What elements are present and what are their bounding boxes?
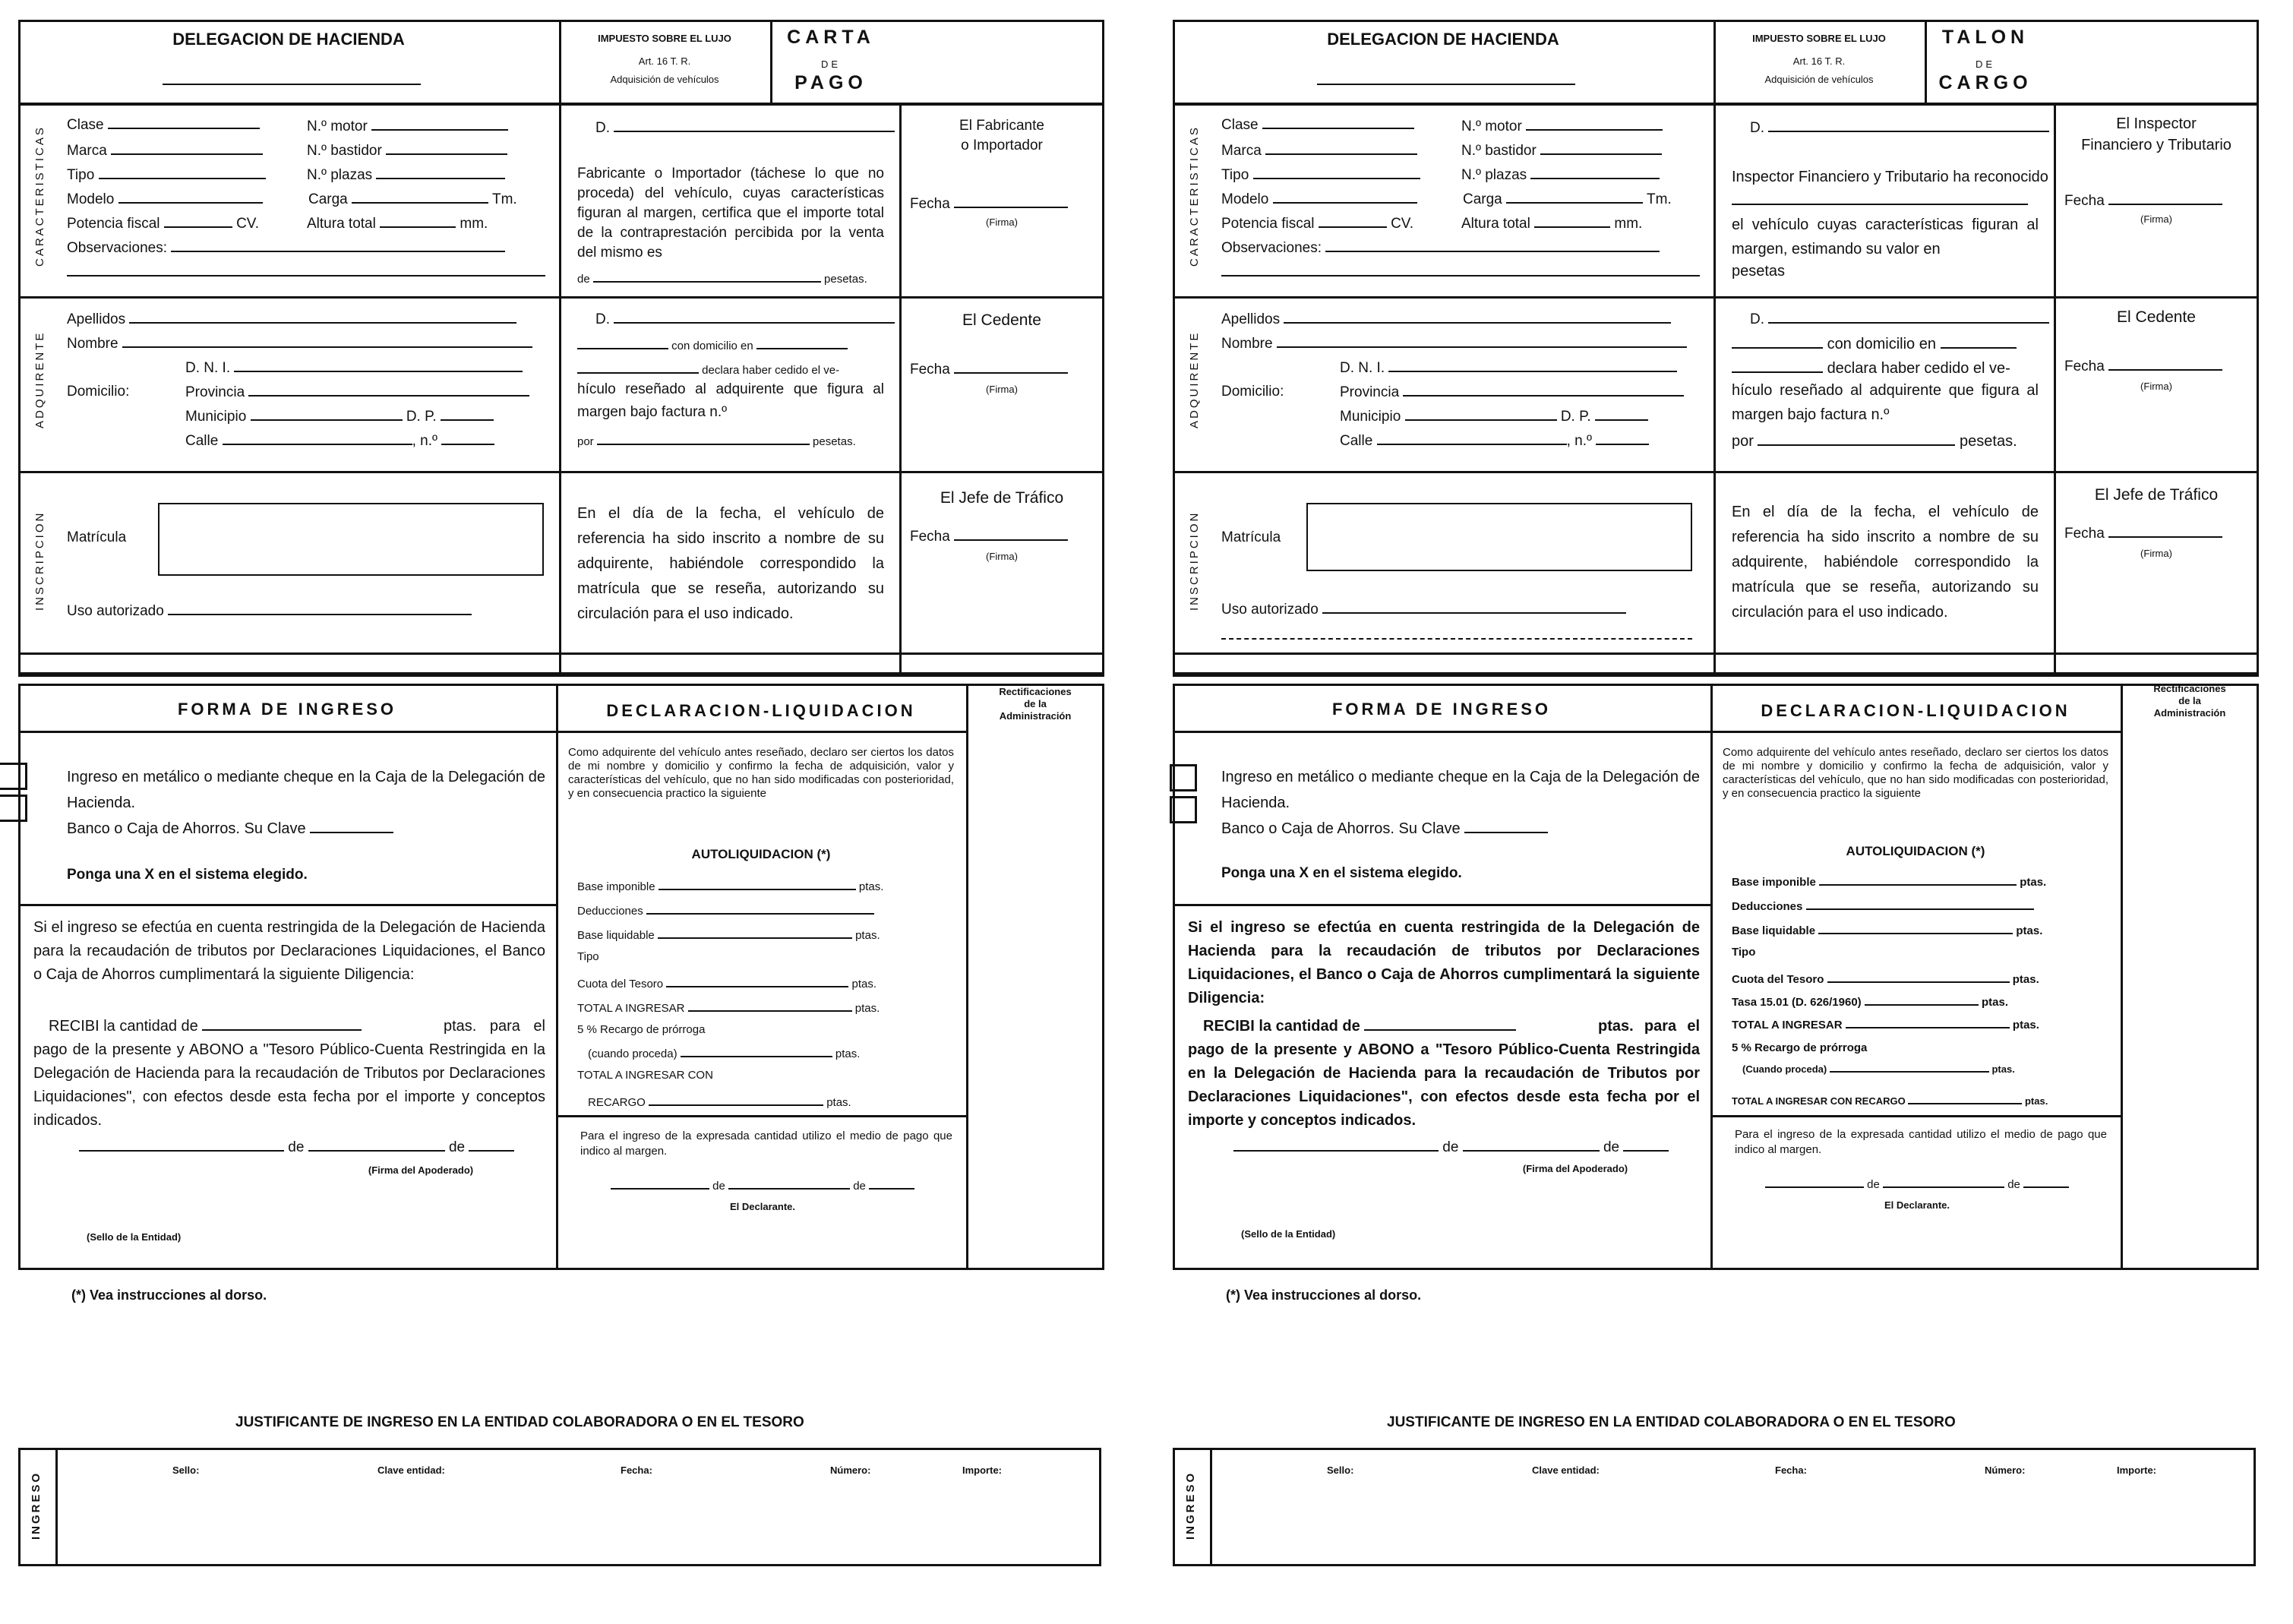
office-title: DELEGACION DE HACIENDA — [172, 30, 405, 49]
fabricante-text: Fabricante o Importador (táchese lo que no proceda) del vehículo, cuyas características figuran al margen, certifica que el importe total de la contraprestación percibida por la venta del mismo es — [577, 166, 884, 261]
mes-field[interactable] — [1463, 1139, 1600, 1152]
bastidor-field[interactable] — [1540, 143, 1662, 155]
reconocido-field[interactable] — [1732, 193, 2028, 205]
office-line — [163, 84, 421, 85]
tax-title: IMPUESTO SOBRE EL LUJO — [598, 33, 731, 44]
footnote: (*) Vea instrucciones al dorso. — [71, 1288, 267, 1303]
base-liquidable-field[interactable] — [1818, 922, 2013, 934]
recargo-field[interactable] — [1830, 1060, 1989, 1073]
declaracion-title: DECLARACION-LIQUIDACION — [606, 701, 916, 720]
inspector-name-field[interactable] — [1768, 120, 2049, 132]
cedente-line-field[interactable] — [1732, 361, 1823, 373]
precio-field[interactable] — [1758, 434, 1955, 446]
fecha-cedente-field[interactable] — [954, 362, 1068, 374]
justificante-box-left: INGRESO Sello: Clave entidad: Fecha: Número: Importe: — [18, 1448, 1101, 1566]
numero-field[interactable] — [441, 433, 494, 445]
base-imponible-field[interactable] — [1819, 874, 2017, 886]
municipio-field[interactable] — [251, 409, 403, 421]
apellidos-field[interactable] — [129, 311, 516, 324]
lugar-field[interactable] — [1233, 1139, 1439, 1152]
potencia-field[interactable] — [1319, 216, 1387, 228]
provincia-field[interactable] — [248, 384, 529, 397]
metalico-checkbox[interactable] — [1170, 764, 1197, 791]
cedente-name-field[interactable] — [614, 311, 895, 324]
doc-title: CARTA — [787, 27, 875, 48]
nombre-field[interactable] — [122, 336, 532, 348]
bastidor-field[interactable] — [386, 143, 507, 155]
tipo-field[interactable] — [1253, 167, 1420, 179]
clave-field[interactable] — [1464, 821, 1548, 833]
decl-mes-field[interactable] — [1883, 1176, 2004, 1188]
registration-text: En el día de la fecha, el vehículo de referencia ha sido inscrito a nombre de su adquirente, habiéndole correspondido la matrícula que se reseña, autorizando su circulación para el uso indicado. — [577, 505, 884, 622]
dp-field[interactable] — [1595, 409, 1648, 421]
deducciones-field[interactable] — [1806, 898, 2034, 910]
banco-checkbox[interactable] — [0, 795, 27, 822]
observaciones-field[interactable] — [171, 240, 505, 252]
matricula-field[interactable] — [1306, 503, 1692, 571]
anio-field[interactable] — [469, 1139, 514, 1152]
data-table — [18, 103, 1104, 675]
municipio-field[interactable] — [1405, 409, 1557, 421]
talon-de-cargo-form: DELEGACION DE HACIENDA IMPUESTO SOBRE EL LUJO Art. 16 T. R. Adquisición de vehículos TALON DE CARGO CARACTERISTICAS ADQUIRENTE INSCRIPCION Clase N.º motor Marca N.º bastidor Tipo N.º plazas Modelo Carga Tm. Potencia fiscal CV. Altura total mm. Observaciones: D. Inspector Financiero y Tributario ha reconocido el vehículo cuyas características figuran al margen, estimando su valor en pesetas El Inspector Financiero y Tributario Fecha (Firma) Apellidos Nombre D. N. I. Domicilio: Provincia Municipio D. P. Calle , n.º D. con domicilio en declara haber cedido el ve- hículo reseñado al adquirente que figura al margen bajo factura n.º por pesetas. El Cedente Fecha (Firma) Matrícula Uso autorizado En el día de la fecha, el vehículo de referencia ha sido inscrito a nombre de su adquirente, habiéndole correspondido la matrícula que se reseña, autorizando su circulación para el uso indicado. El Jefe de Tráfico Fecha (Firma) FORMA DE INGRESO DECLARACION-LIQUIDACION Rectificaciones de la Administración Ingreso en metálico o mediante cheque en la Caja de la Delegación de Hacienda. Banco o Caja de Ahorros. Su Clave Ponga una X en el sistema elegido. Si el ingreso se efectúa en cuenta restringida de la Delegación de Hacienda para la recaudación de tributos por Declaraciones Liquidaciones, el Banco o Caja de Ahorros cumplimentará la siguiente Diligencia: RECIBI la cantidad de ptas. para el pago de la presente y ABONO a "Tesoro Público-Cuenta Restringida en la Delegación de Hacienda para la recaudación de Tributos por Declaraciones Liquidaciones", con efectos desde esta fecha por el importe y conceptos indicados. de de (Firma del Apoderado) (Sello de la Entidad) Como adquirente del vehículo antes reseñado, declaro ser ciertos los datos de mi nombre y domicilio y confirmo la fecha de adquisición, valor y características del vehículo, que no han sido modificadas con posterioridad, y en consecuencia practico la siguiente AUTOLIQUIDACION (*) Base imponible ptas. Deducciones Base liquidable ptas. Tipo Cuota del Tesoro ptas. Tasa 15.01 (D. 626/1960) ptas. TOTAL A INGRESAR ptas. 5 % Recargo de prórroga (Cuando proceda) ptas. TOTAL A INGRESAR CON RECARGO ptas. Para el ingreso de la expresada cantidad utilizo el medio de pago que indico al margen. de de El Declarante. (*) Vea instrucciones al dorso. — [1173, 20, 2274, 1273]
lugar-field[interactable] — [79, 1139, 284, 1152]
clave-field[interactable] — [310, 821, 393, 833]
importe-field[interactable] — [593, 270, 821, 283]
dp-field[interactable] — [441, 409, 494, 421]
cedente-line-field[interactable] — [577, 362, 699, 374]
decl-lugar-field[interactable] — [611, 1177, 709, 1190]
doc-title-right: TALON — [1941, 27, 2029, 48]
decl-anio-field[interactable] — [2023, 1176, 2069, 1188]
modelo-field[interactable] — [1273, 191, 1417, 204]
uso-autorizado-field[interactable] — [1322, 602, 1626, 614]
justificante-title-right: JUSTIFICANTE DE INGRESO EN LA ENTIDAD COLABORADORA O EN EL TESORO — [1387, 1414, 1956, 1430]
matricula-field[interactable] — [158, 503, 544, 576]
cuota-field[interactable] — [1827, 971, 2010, 983]
total-recargo-field[interactable] — [649, 1094, 823, 1106]
side-label-inscripcion: INSCRIPCION — [33, 510, 46, 611]
calle-field[interactable] — [1377, 433, 1567, 445]
side-label-adquirente: ADQUIRENTE — [33, 330, 46, 428]
altura-field[interactable] — [1534, 216, 1610, 228]
carga-field[interactable] — [1506, 191, 1643, 204]
cedente-name-field[interactable] — [1768, 311, 2049, 324]
marca-field[interactable] — [1265, 143, 1417, 155]
cedente-domicilio-field-2[interactable] — [1941, 336, 2017, 349]
observaciones-field[interactable] — [1325, 240, 1660, 252]
precio-field[interactable] — [597, 433, 810, 445]
total-ingresar-field[interactable] — [688, 1000, 852, 1012]
potencia-field[interactable] — [164, 216, 232, 228]
numero-field[interactable] — [1596, 433, 1649, 445]
plazas-field[interactable] — [1530, 167, 1660, 179]
marca-field[interactable] — [111, 143, 263, 155]
cedente-domicilio-field[interactable] — [1732, 336, 1823, 349]
calle-field[interactable] — [223, 433, 412, 445]
clase-field[interactable] — [108, 117, 260, 129]
motor-field[interactable] — [371, 118, 508, 131]
fecha-cedente-field[interactable] — [2108, 359, 2222, 371]
deducciones-field[interactable] — [646, 902, 874, 915]
total-ingresar-field[interactable] — [1846, 1016, 2010, 1028]
total-recargo-field[interactable] — [1908, 1092, 2022, 1104]
tasa-field[interactable] — [1865, 994, 1979, 1006]
fecha-fabricante-field[interactable] — [954, 196, 1068, 208]
nombre-field[interactable] — [1277, 336, 1687, 348]
carta-de-pago-form: DELEGACION DE HACIENDA IMPUESTO SOBRE EL LUJO Art. 16 T. R. Adquisición de vehículos CARTA DE PAGO CARACTERISTICAS ADQUIRENTE INSCRIPCION Clase N.º motor Marca N.º bastidor Tipo N.º plazas Modelo Carga Tm. Potencia fiscal CV. Altura total mm. Observaciones: D. Fabricante o Importador (táchese lo que no proceda) del vehículo, cuyas características figuran al margen, certifica que el importe total de la contraprestación percibida por la venta del mismo es de pesetas. El Fabricante o Importador Fecha (Firma) Apellidos Nombre D. N. I. Domicilio: Provincia Municipio D. P. Calle , n.º D. con domicilio en declara haber cedido el ve- hículo reseñado al adquirente que figura al margen bajo factura n.º por pesetas. El Cedente Fecha (Firma) Matrícula Uso autorizado En el día de la fecha, el vehículo de referencia ha sido inscrito a nombre de su adquirente, habiéndole correspondido la matrícula que se reseña, autorizando su circulación para el uso indicado. El Jefe de Tráfico Fecha (Firma) FORMA DE INGRESO DECLARACION-LIQUIDACION Rectificaciones de la Administración Ingreso en metálico o mediante cheque en la Caja de la Delegación de Hacienda. Banco o Caja de Ahorros. Su Clave Ponga una X en el sistema elegido. Si el ingreso se efectúa en cuenta restringida de la Delegación de Hacienda para la recaudación de tributos por Declaraciones Liquidaciones, el Banco o Caja de Ahorros cumplimentará la siguiente Diligencia: RECIBI la cantidad de ptas. para el pago de la presente y ABONO a "Tesoro Público-Cuenta Restringida en la Delegación de Hacienda para la recaudación de Tributos por Declaraciones Liquidaciones", con efectos desde esta fecha por el importe y conceptos indicados. de de (Firma del Apoderado) (Sello de la Entidad) Como adquirente del vehículo antes reseñado, declaro ser ciertos los datos de mi nombre y domicilio y confirmo la fecha de adquisición, valor y características del vehículo, que no han sido modificadas con posterioridad, y en consecuencia practico la siguiente AUTOLIQUIDACION (*) Base imponible ptas. Deducciones Base liquidable ptas. Tipo Cuota del Tesoro ptas. TOTAL A INGRESAR ptas. 5 % Recargo de prórroga (cuando proceda) ptas. TOTAL A INGRESAR CON RECARGO ptas. Para el ingreso de la expresada cantidad utilizo el medio de pago que indico al margen. de de El Declarante. (*) Vea instrucciones al dorso. — [18, 20, 1120, 1273]
provincia-field[interactable] — [1403, 384, 1684, 397]
tipo-field[interactable] — [99, 167, 266, 179]
fecha-trafico-field[interactable] — [2108, 526, 2222, 538]
dni-field[interactable] — [234, 360, 523, 372]
cedente-domicilio-field[interactable] — [577, 337, 668, 349]
uso-autorizado-field[interactable] — [168, 603, 472, 615]
modelo-field[interactable] — [118, 191, 263, 204]
mes-field[interactable] — [308, 1139, 445, 1152]
side-label-caracteristicas: CARACTERISTICAS — [33, 125, 46, 267]
clase-field[interactable] — [1262, 117, 1414, 129]
metalico-checkbox[interactable] — [0, 763, 27, 790]
fecha-inspector-field[interactable] — [2108, 193, 2222, 205]
dni-field[interactable] — [1388, 360, 1677, 372]
justificante-title-left: JUSTIFICANTE DE INGRESO EN LA ENTIDAD COLABORADORA O EN EL TESORO — [235, 1414, 804, 1430]
fecha-trafico-field[interactable] — [954, 529, 1068, 541]
justificante-box-right: INGRESO Sello: Clave entidad: Fecha: Número: Importe: — [1173, 1448, 2256, 1566]
fabricante-name-field[interactable] — [614, 120, 895, 132]
altura-field[interactable] — [380, 216, 456, 228]
sello-entidad: (Sello de la Entidad) — [87, 1231, 182, 1243]
forma-ingreso-title: FORMA DE INGRESO — [177, 700, 397, 719]
base-liquidable-field[interactable] — [658, 927, 852, 939]
apellidos-field[interactable] — [1284, 311, 1671, 324]
decl-lugar-field[interactable] — [1765, 1176, 1864, 1188]
carga-field[interactable] — [352, 191, 488, 204]
decl-anio-field[interactable] — [869, 1177, 914, 1190]
cuota-field[interactable] — [666, 975, 848, 987]
motor-field[interactable] — [1526, 118, 1663, 131]
decl-mes-field[interactable] — [728, 1177, 850, 1190]
base-imponible-field[interactable] — [659, 878, 856, 890]
recargo-field[interactable] — [681, 1045, 832, 1057]
plazas-field[interactable] — [376, 167, 505, 179]
cedente-domicilio-field-2[interactable] — [756, 337, 848, 349]
banco-checkbox[interactable] — [1170, 796, 1197, 823]
anio-field[interactable] — [1623, 1139, 1669, 1152]
